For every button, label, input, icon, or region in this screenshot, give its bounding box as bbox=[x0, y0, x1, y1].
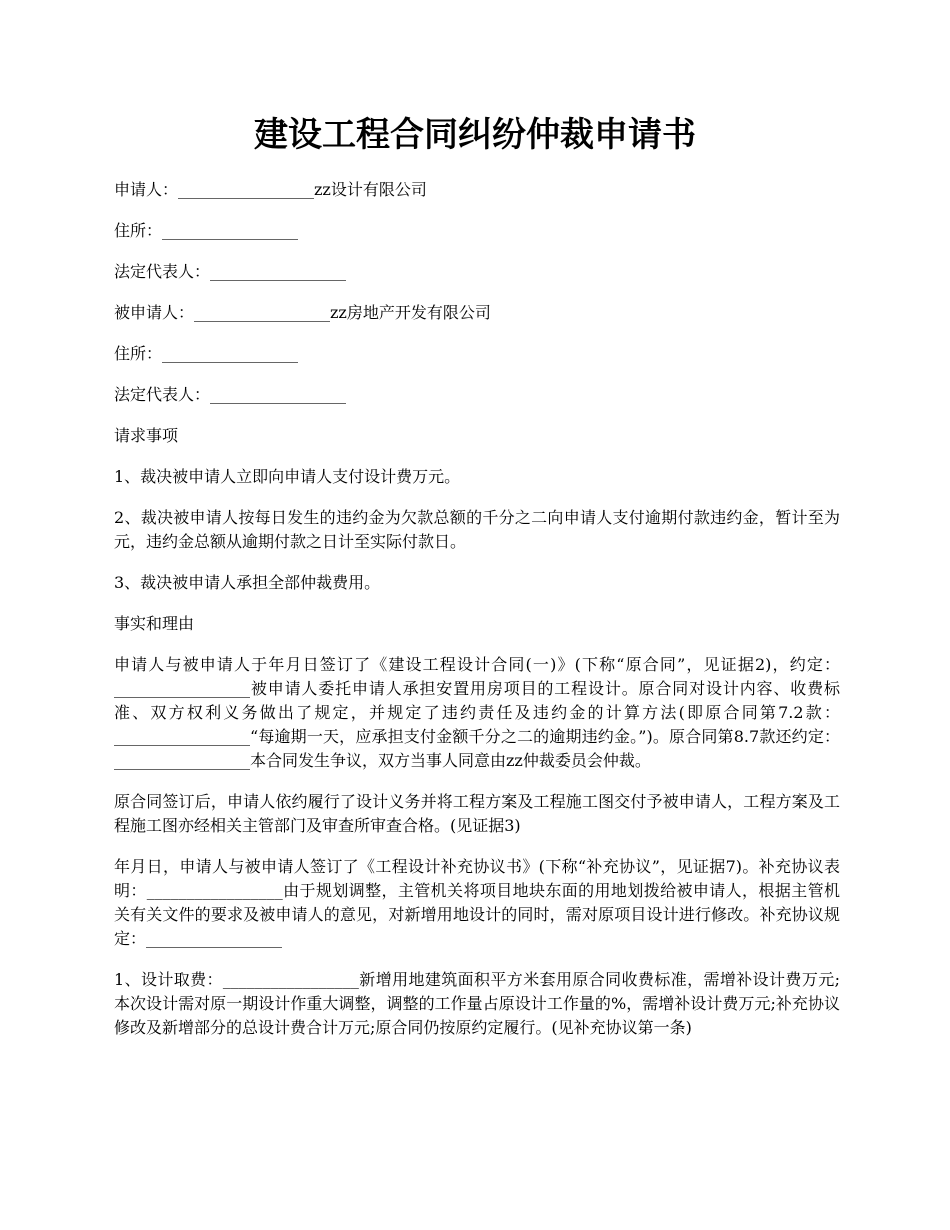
applicant-representative: 法定代表人：_________________ bbox=[114, 262, 347, 281]
claims-heading: 请求事项 bbox=[114, 426, 179, 445]
respondent-representative: 法定代表人：_________________ bbox=[114, 385, 347, 404]
applicant-line: 申请人：_________________zz设计有限公司 bbox=[114, 180, 427, 199]
facts-paragraph-4: 1、设计取费：_________________新增用地建筑面积平方米套用原合同收费标准，需增补设计费万元;本次设计需对原一期设计作重大调整，调整的工作量占原设计工作量的%，需增补设计费万元;补充协议修改及新增部分的总设计费合计万元;原合同仍按原约定履行。(见补充协议第一条) bbox=[114, 970, 840, 1037]
claim-item-2: 2、裁决被申请人按每日发生的违约金为欠款总额的千分之二向申请人支付逾期付款违约金，暂计至为元，违约金总额从逾期付款之日计至实际付款日。 bbox=[114, 508, 840, 551]
document-body bbox=[114, 178, 840, 1057]
document-title: 建设工程合同纠纷仲裁申请书 bbox=[254, 115, 696, 155]
applicant-address: 住所：_________________ bbox=[114, 221, 299, 240]
respondent-line: 被申请人：_________________zz房地产开发有限公司 bbox=[114, 303, 491, 322]
respondent-address: 住所：_________________ bbox=[114, 344, 299, 363]
claim-item-1: 1、裁决被申请人立即向申请人支付设计费万元。 bbox=[114, 467, 461, 486]
facts-paragraph-3: 年月日，申请人与被申请人签订了《工程设计补充协议书》(下称“补充协议”，见证据7)。补充协议表明：_________________由于规划调整，主管机关将项目地块东面的用地划拨给被申请人，根据主管机关有关文件的要求及被申请人的意见，对新增用地设计的同时，需对原项目设计进行修改。补充协议规定：_________________ bbox=[114, 857, 840, 948]
facts-heading: 事实和理由 bbox=[114, 614, 195, 633]
facts-paragraph-2: 原合同签订后，申请人依约履行了设计义务并将工程方案及工程施工图交付予被申请人，工程方案及工程施工图亦经相关主管部门及审查所审查合格。(见证据3) bbox=[114, 792, 840, 835]
claim-item-3: 3、裁决被申请人承担全部仲裁费用。 bbox=[114, 573, 381, 592]
facts-paragraph-1: 申请人与被申请人于年月日签订了《建设工程设计合同(一)》(下称“原合同”，见证据2)，约定：_________________被申请人委托申请人承担安置用房项目的工程设计。原合同对设计内容、收费标准、双方权利义务做出了规定，并规定了违约责任及违约金的计算方法(即原合同第7.2款：_________________“每逾期一天，应承担支付金额千分之二的逾期违约金。”)。原合同第8.7款还约定：_________________本合同发生争议，双方当事人同意由zz仲裁委员会仲裁。 bbox=[114, 655, 840, 770]
